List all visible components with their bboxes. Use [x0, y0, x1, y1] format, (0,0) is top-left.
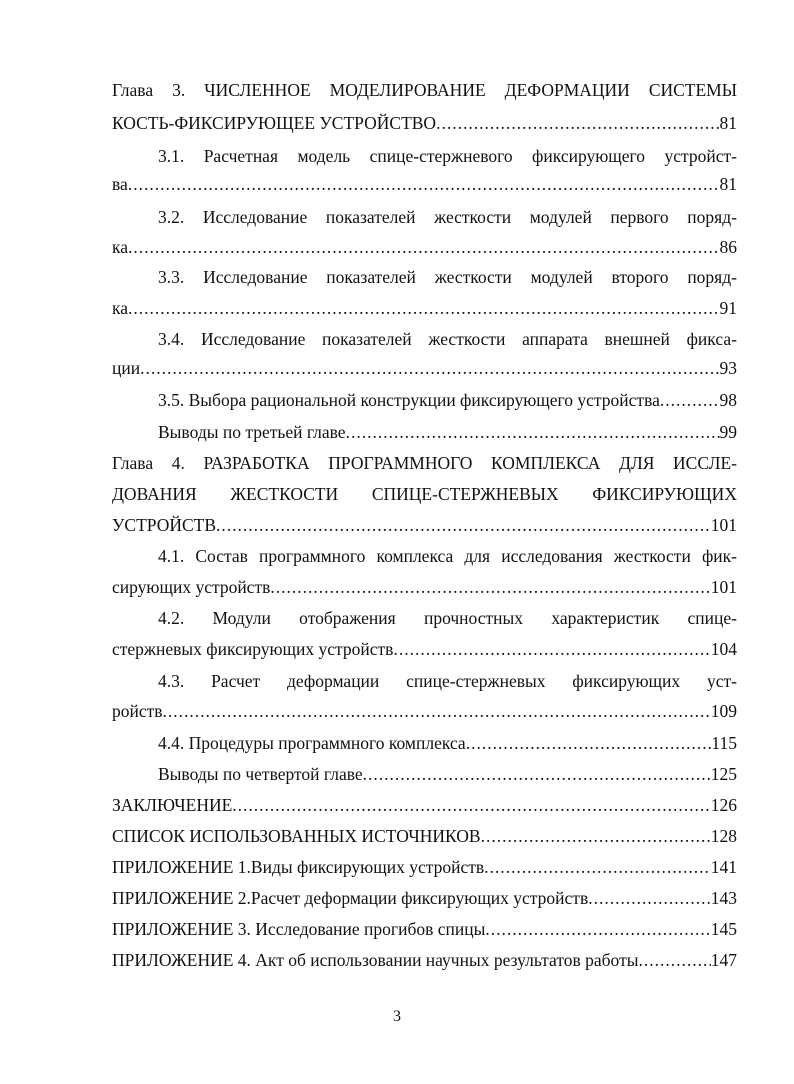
toc-word: ИССЛЕ- — [673, 453, 737, 473]
toc-word: Исследование — [203, 267, 308, 287]
dot-leader — [346, 421, 720, 443]
toc-appendix-2[interactable] — [112, 887, 737, 909]
toc-word: характеристик — [551, 608, 660, 628]
toc-s43-line1[interactable] — [158, 670, 737, 692]
dot-leader — [363, 763, 711, 785]
toc-entry-text: ЗАКЛЮЧЕНИЕ — [112, 795, 233, 815]
toc-s42-line2[interactable] — [112, 638, 737, 660]
toc-word: КОМПЛЕКСА — [491, 453, 601, 473]
toc-appendix-3[interactable] — [112, 918, 737, 940]
toc-ch3-title-line1[interactable] — [112, 79, 737, 101]
toc-s41-line1[interactable] — [158, 545, 737, 567]
toc-entry-text: КОСТЬ-ФИКСИРУЮЩЕЕ УСТРОЙСТВО — [112, 113, 437, 133]
toc-entry-text: ва — [112, 174, 128, 194]
toc-page-number: 128 — [710, 826, 737, 846]
toc-page-number: 109 — [710, 701, 737, 721]
toc-page-number: 99 — [719, 422, 737, 442]
toc-entry-text: СПИСОК ИСПОЛЬЗОВАННЫХ ИСТОЧНИКОВ — [112, 826, 481, 846]
toc-s43-line2[interactable] — [112, 700, 737, 722]
toc-word: Расчетная — [203, 146, 279, 166]
toc-word: уст- — [706, 671, 737, 691]
toc-entry-text: ка — [112, 298, 129, 318]
toc-word: фикса- — [686, 329, 737, 349]
toc-word: фиксирующего — [532, 146, 646, 166]
toc-entry-text: 4.4. Процедуры программного комплекса — [158, 733, 466, 753]
toc-word: СПИЦЕ-СТЕРЖНЕВЫХ — [371, 484, 559, 504]
toc-word: поряд- — [687, 267, 737, 287]
toc-entry-text: сирующих устройств — [112, 577, 271, 597]
toc-word: 3.3. — [158, 267, 185, 287]
toc-page-number: 126 — [710, 795, 737, 815]
toc-word: второго — [611, 267, 669, 287]
dot-leader — [466, 732, 712, 754]
toc-ch4-title-line3[interactable] — [112, 514, 737, 536]
toc-word: для — [464, 546, 491, 566]
toc-ch4-title-line2[interactable] — [112, 483, 737, 505]
toc-word: фиксирующих — [572, 671, 681, 691]
dot-leader — [639, 949, 711, 971]
toc-ch4-conclusions[interactable] — [158, 763, 737, 785]
toc-word: ПРОГРАММНОГО — [328, 453, 473, 473]
toc-entry-text: 3.5. Выбора рациональной конструкции фиксирующего устройства — [158, 390, 660, 410]
toc-word: отображения — [299, 608, 396, 628]
toc-word: ФИКСИРУЮЩИХ — [592, 484, 737, 504]
toc-word: Глава — [112, 453, 154, 473]
toc-word: программного — [259, 546, 366, 566]
toc-word: СИСТЕМЫ — [648, 80, 737, 100]
toc-word: 4.2. — [158, 608, 185, 628]
dot-leader — [128, 173, 720, 195]
page-number: 3 — [393, 1008, 401, 1025]
toc-word: деформации — [287, 671, 380, 691]
toc-ch3-title-line2[interactable] — [112, 112, 737, 134]
toc-page-number: 115 — [711, 733, 737, 753]
toc-s31-line2[interactable] — [112, 173, 737, 195]
toc-ch3-conclusions[interactable] — [158, 421, 737, 443]
toc-conclusion[interactable] — [112, 794, 737, 816]
dot-leader — [485, 918, 710, 940]
toc-word: аппарата — [522, 329, 588, 349]
toc-word: жесткости — [434, 267, 512, 287]
toc-s31-line1[interactable] — [158, 145, 737, 167]
dot-leader — [484, 856, 711, 878]
toc-page-number: 141 — [710, 857, 737, 877]
toc-s44[interactable] — [158, 732, 737, 754]
dot-leader — [232, 794, 710, 816]
toc-entry-text: УСТРОЙСТВ — [112, 515, 217, 535]
toc-word: исследования — [501, 546, 603, 566]
toc-word: жесткости — [613, 546, 691, 566]
toc-word: МОДЕЛИРОВАНИЕ — [329, 80, 486, 100]
toc-entry-text: стержневых фиксирующих устройств — [112, 639, 394, 659]
toc-word: ДОВАНИЯ — [112, 484, 197, 504]
toc-word: устройст- — [664, 146, 737, 166]
toc-word: жесткости — [434, 207, 512, 227]
toc-word: модулей — [530, 267, 593, 287]
toc-s35[interactable] — [158, 389, 737, 411]
toc-entry-text: Выводы по четвертой главе — [158, 764, 363, 784]
toc-word: комплекса — [376, 546, 454, 566]
toc-word: спице-стержневых — [406, 671, 546, 691]
toc-word: 3.4. — [158, 329, 185, 349]
toc-word: показателей — [322, 329, 412, 349]
dot-leader — [393, 638, 710, 660]
toc-page-number: 81 — [719, 174, 737, 194]
toc-entry-text: ПРИЛОЖЕНИЕ 2.Расчет деформации фиксирующих устройств — [112, 888, 589, 908]
toc-word: ЖЕСТКОСТИ — [230, 484, 339, 504]
dot-leader — [270, 576, 710, 598]
toc-s32-line2[interactable] — [112, 236, 737, 258]
toc-word: 4.1. — [158, 546, 185, 566]
toc-page-number: 101 — [710, 515, 737, 535]
toc-word: 3.2. — [158, 207, 185, 227]
toc-word: ДЕФОРМАЦИИ — [504, 80, 630, 100]
toc-s34-line2[interactable] — [112, 357, 737, 379]
toc-s33-line2[interactable] — [112, 297, 737, 319]
toc-page-number: 93 — [719, 358, 737, 378]
toc-word: поряд- — [687, 207, 737, 227]
toc-page-number: 81 — [719, 113, 737, 133]
toc-word: спице- — [687, 608, 737, 628]
dot-leader — [128, 297, 719, 319]
toc-word: спице-стержневого — [369, 146, 513, 166]
dot-leader — [660, 389, 720, 411]
dot-leader — [140, 357, 719, 379]
dot-leader — [588, 887, 711, 909]
toc-appendix-4[interactable] — [112, 949, 737, 971]
toc-page-number: 86 — [719, 237, 737, 257]
toc-word: жесткости — [428, 329, 506, 349]
toc-word: внешней — [604, 329, 670, 349]
toc-word: Исследование — [202, 207, 308, 227]
toc-ch4-title-line1[interactable] — [112, 452, 737, 474]
toc-s34-line1[interactable] — [158, 328, 737, 350]
toc-entry-text: ройств — [112, 701, 163, 721]
dot-leader — [128, 236, 719, 258]
toc-word: Модули — [212, 608, 271, 628]
toc-page-number: 143 — [710, 888, 737, 908]
toc-word: первого — [610, 207, 669, 227]
toc-entry-text: ка — [112, 237, 129, 257]
toc-s33-line1[interactable] — [158, 266, 737, 288]
toc-entry-text: ПРИЛОЖЕНИЕ 3. Исследование прогибов спицы — [112, 919, 486, 939]
toc-word: 4.3. — [158, 671, 185, 691]
toc-appendix-1[interactable] — [112, 856, 737, 878]
toc-s42-line1[interactable] — [158, 607, 737, 629]
toc-word: 3.1. — [158, 146, 185, 166]
toc-word: Состав — [195, 546, 248, 566]
toc-word: показателей — [325, 207, 416, 227]
toc-entry-text: Выводы по третьей главе — [158, 422, 346, 442]
dot-leader — [163, 700, 711, 722]
dot-leader — [481, 825, 711, 847]
toc-word: Исследование — [200, 329, 306, 349]
toc-word: показателей — [326, 267, 416, 287]
toc-page-number: 101 — [710, 577, 737, 597]
toc-page-number: 91 — [719, 298, 737, 318]
toc-word: фик- — [701, 546, 737, 566]
toc-word: модель — [297, 146, 351, 166]
toc-references[interactable] — [112, 825, 737, 847]
toc-word: РАЗРАБОТКА — [203, 453, 310, 473]
dot-leader — [436, 112, 719, 134]
toc-page-number: 98 — [719, 390, 737, 410]
toc-page-number: 104 — [710, 639, 737, 659]
toc-s32-line1[interactable] — [158, 206, 737, 228]
toc-word: 3. — [172, 80, 186, 100]
toc-word: 4. — [171, 453, 185, 473]
toc-word: прочностных — [423, 608, 524, 628]
toc-word: Глава — [112, 80, 154, 100]
toc-word: Расчет — [211, 671, 261, 691]
dot-leader — [216, 514, 711, 536]
toc-word: ЧИСЛЕННОЕ — [204, 80, 311, 100]
toc-s41-line2[interactable] — [112, 576, 737, 598]
toc-entry-text: ПРИЛОЖЕНИЕ 1.Виды фиксирующих устройств — [112, 857, 485, 877]
toc-entry-text: ПРИЛОЖЕНИЕ 4. Акт об использовании научных результатов работы — [112, 950, 639, 970]
toc-page-number: 125 — [710, 764, 737, 784]
toc-page-number: 145 — [710, 919, 737, 939]
toc-page-number: 147 — [710, 950, 737, 970]
toc-word: ДЛЯ — [618, 453, 655, 473]
toc-entry-text: ции — [112, 358, 141, 378]
toc-word: модулей — [529, 207, 592, 227]
